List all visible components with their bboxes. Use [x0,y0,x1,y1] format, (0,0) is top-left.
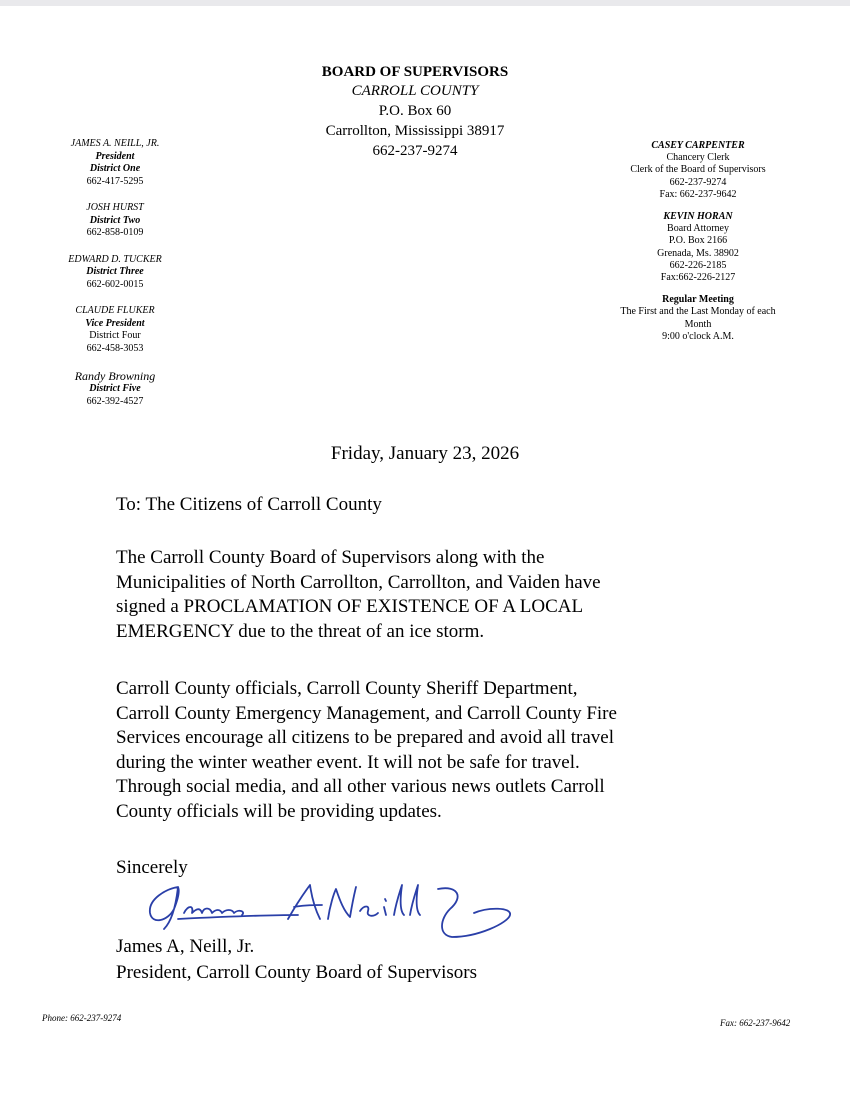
attorney-city: Grenada, Ms. 38902 [657,247,739,259]
paragraph-line: Through social media, and all other various news outlets Carroll [116,776,605,797]
supervisor-5 [40,369,190,408]
paragraph-line: signed a PROCLAMATION OF EXISTENCE OF A LOCAL [116,596,584,617]
clerk-name: CASEY CARPENTER [651,140,745,151]
meeting-time: 9:00 o'clock A.M. [662,330,734,342]
supervisor-phone: 662-602-0015 [86,278,144,290]
signer-name: James A, Neill, Jr. [116,936,255,957]
attorney-po-box: P.O. Box 2166 [668,235,728,247]
supervisor-name: EDWARD D. TUCKER [68,253,162,265]
paragraph-1 [116,546,756,644]
supervisor-4 [40,305,190,355]
clerk-block [598,140,798,201]
closing: Sincerely [116,857,188,878]
meeting-line-2: Month [684,318,712,330]
supervisor-phone: 662-458-3053 [86,342,144,354]
supervisors-list [40,138,190,422]
footer-phone: Phone: 662-237-9274 [42,1013,122,1023]
footer-fax: Fax: 662-237-9642 [720,1018,791,1028]
supervisor-district: District One [89,163,141,174]
officials-list [598,140,798,353]
attorney-fax: Fax:662-226-2127 [660,272,736,284]
top-bar [0,0,850,6]
supervisor-phone: 662-417-5295 [86,175,144,187]
attorney-phone: 662-226-2185 [669,259,727,271]
attorney-block [598,211,798,284]
supervisor-district: District Three [86,266,144,277]
supervisor-name: JAMES A. NEILL, JR. [70,138,160,149]
supervisor-name: JOSH HURST [86,202,144,213]
paragraph-line: during the winter weather event. It will not be safe for travel. [116,751,580,773]
office-phone: 662-237-9274 [372,143,458,159]
org-name: BOARD OF SUPERVISORS [321,64,509,80]
paragraph-line: Carroll County officials, Carroll County Sheriff Department, [116,678,578,699]
attorney-title: Board Attorney [667,223,729,235]
supervisor-2 [40,202,190,240]
paragraph-2 [116,677,756,824]
supervisor-3 [40,254,190,292]
meeting-line-1: The First and the Last Monday of each [620,306,776,318]
supervisor-title: President [95,150,135,162]
letterhead [250,62,580,161]
clerk-fax: Fax: 662-237-9642 [659,188,737,200]
supervisor-phone: 662-858-0109 [86,227,144,238]
meeting-heading: Regular Meeting [662,294,734,306]
paragraph-line: Carroll County Emergency Management, and Carroll County Fire [116,702,617,724]
supervisor-title: Vice President [85,317,145,329]
supervisor-district: District Five [89,383,141,394]
clerk-title-2: Clerk of the Board of Supervisors [630,164,766,176]
county-name: CARROLL COUNTY [351,83,479,99]
supervisor-name: Randy Browning [74,369,156,383]
supervisor-district: District Two [89,214,141,226]
meeting-block [598,294,798,343]
po-box: P.O. Box 60 [378,103,452,119]
paragraph-line: EMERGENCY due to the threat of an ice storm. [116,620,485,642]
city-state: Carrollton, Mississippi 38917 [325,123,505,139]
supervisor-1 [40,138,190,188]
salutation: To: The Citizens of Carroll County [116,494,382,515]
supervisor-name: CLAUDE FLUKER [75,305,155,316]
paragraph-line: Municipalities of North Carrollton, Carrollton, and Vaiden have [116,571,601,593]
attorney-name: KEVIN HORAN [663,211,733,223]
supervisor-phone: 662-392-4527 [86,395,144,407]
paragraph-line: The Carroll County Board of Supervisors along with the [116,547,545,568]
clerk-title: Chancery Clerk [666,152,730,164]
letter-date: Friday, January 23, 2026 [330,443,520,464]
paragraph-line: County officials will be providing updates. [116,800,442,822]
paragraph-line: Services encourage all citizens to be prepared and avoid all travel [116,727,614,748]
signer-block [116,934,756,986]
clerk-phone: 662-237-9274 [669,176,727,188]
supervisor-district: District Four [89,330,141,341]
signer-title: President, Carroll County Board of Supervisors [116,962,477,983]
